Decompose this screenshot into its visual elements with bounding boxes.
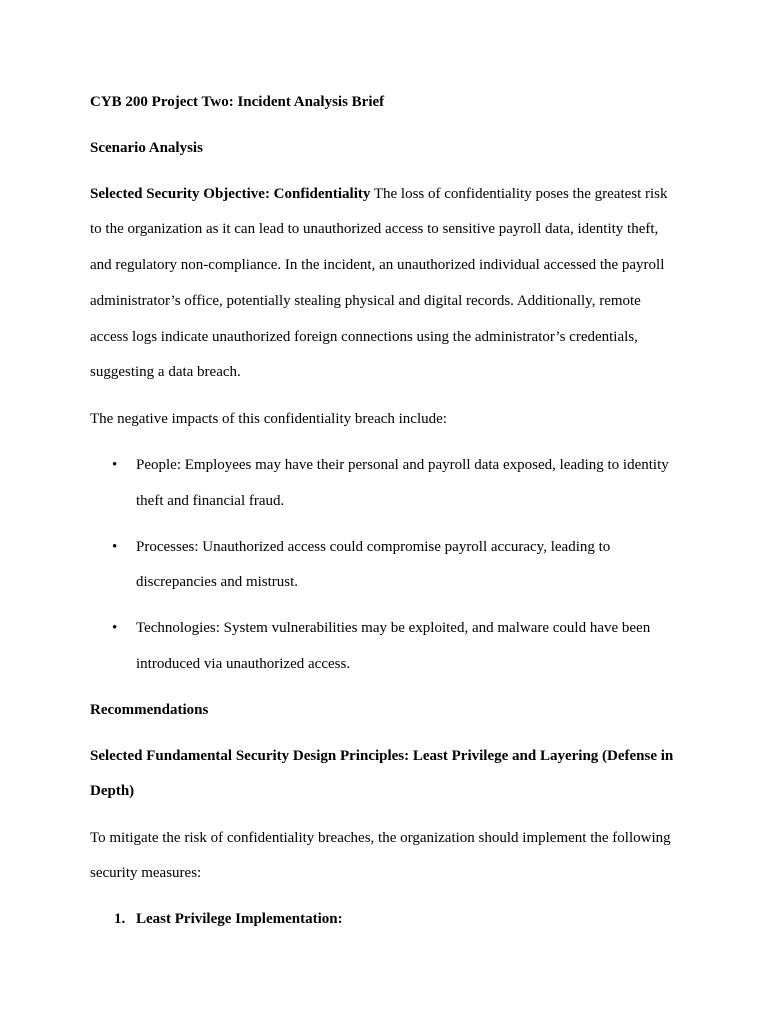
section-heading-scenario: Scenario Analysis <box>90 140 203 156</box>
mitigate-paragraph-line-1: To mitigate the risk of confidentiality breaches, the organization should implement the following <box>90 830 671 846</box>
principles-heading-line-1: Selected Fundamental Security Design Principles: Least Privilege and Layering (Defense in <box>90 748 674 764</box>
mitigate-paragraph-line-2: security measures: <box>90 865 202 881</box>
bullet-item-line: theft and financial fraud. <box>136 493 285 509</box>
bullet-icon: • <box>112 620 118 636</box>
bullet-item-line: discrepancies and mistrust. <box>136 574 299 590</box>
bullet-icon: • <box>112 539 118 555</box>
bullet-item-line: Processes: Unauthorized access could compromise payroll accuracy, leading to <box>136 539 611 555</box>
numbered-item-label: Least Privilege Implementation: <box>136 911 343 927</box>
bullet-icon: • <box>112 457 118 473</box>
bullet-item-line: Technologies: System vulnerabilities may be exploited, and malware could have been <box>136 620 651 636</box>
paragraph-line: to the organization as it can lead to unauthorized access to sensitive payroll data, identity theft, <box>90 221 659 237</box>
paragraph-line: administrator’s office, potentially stealing physical and digital records. Additionally, remote <box>90 293 641 309</box>
bullet-item-line: People: Employees may have their personal and payroll data exposed, leading to identity <box>136 457 669 473</box>
paragraph-line: access logs indicate unauthorized foreign connections using the administrator’s credentials, <box>90 329 638 345</box>
section-heading-recommendations: Recommendations <box>90 702 209 718</box>
objective-paragraph-line-1 <box>90 185 668 203</box>
paragraph-line: suggesting a data breach. <box>90 364 241 380</box>
principles-heading-line-2: Depth) <box>90 783 135 799</box>
objective-text: The loss of confidentiality poses the greatest risk <box>370 186 668 202</box>
objective-label: Selected Security Objective: Confidentiality <box>90 186 371 202</box>
paragraph-line: and regulatory non-compliance. In the incident, an unauthorized individual accessed the payroll <box>90 257 665 273</box>
bullet-item-line: introduced via unauthorized access. <box>136 656 351 672</box>
numbered-item-number: 1. <box>114 911 126 927</box>
document-title: CYB 200 Project Two: Incident Analysis Brief <box>90 94 385 110</box>
impacts-intro: The negative impacts of this confidentiality breach include: <box>90 411 447 427</box>
